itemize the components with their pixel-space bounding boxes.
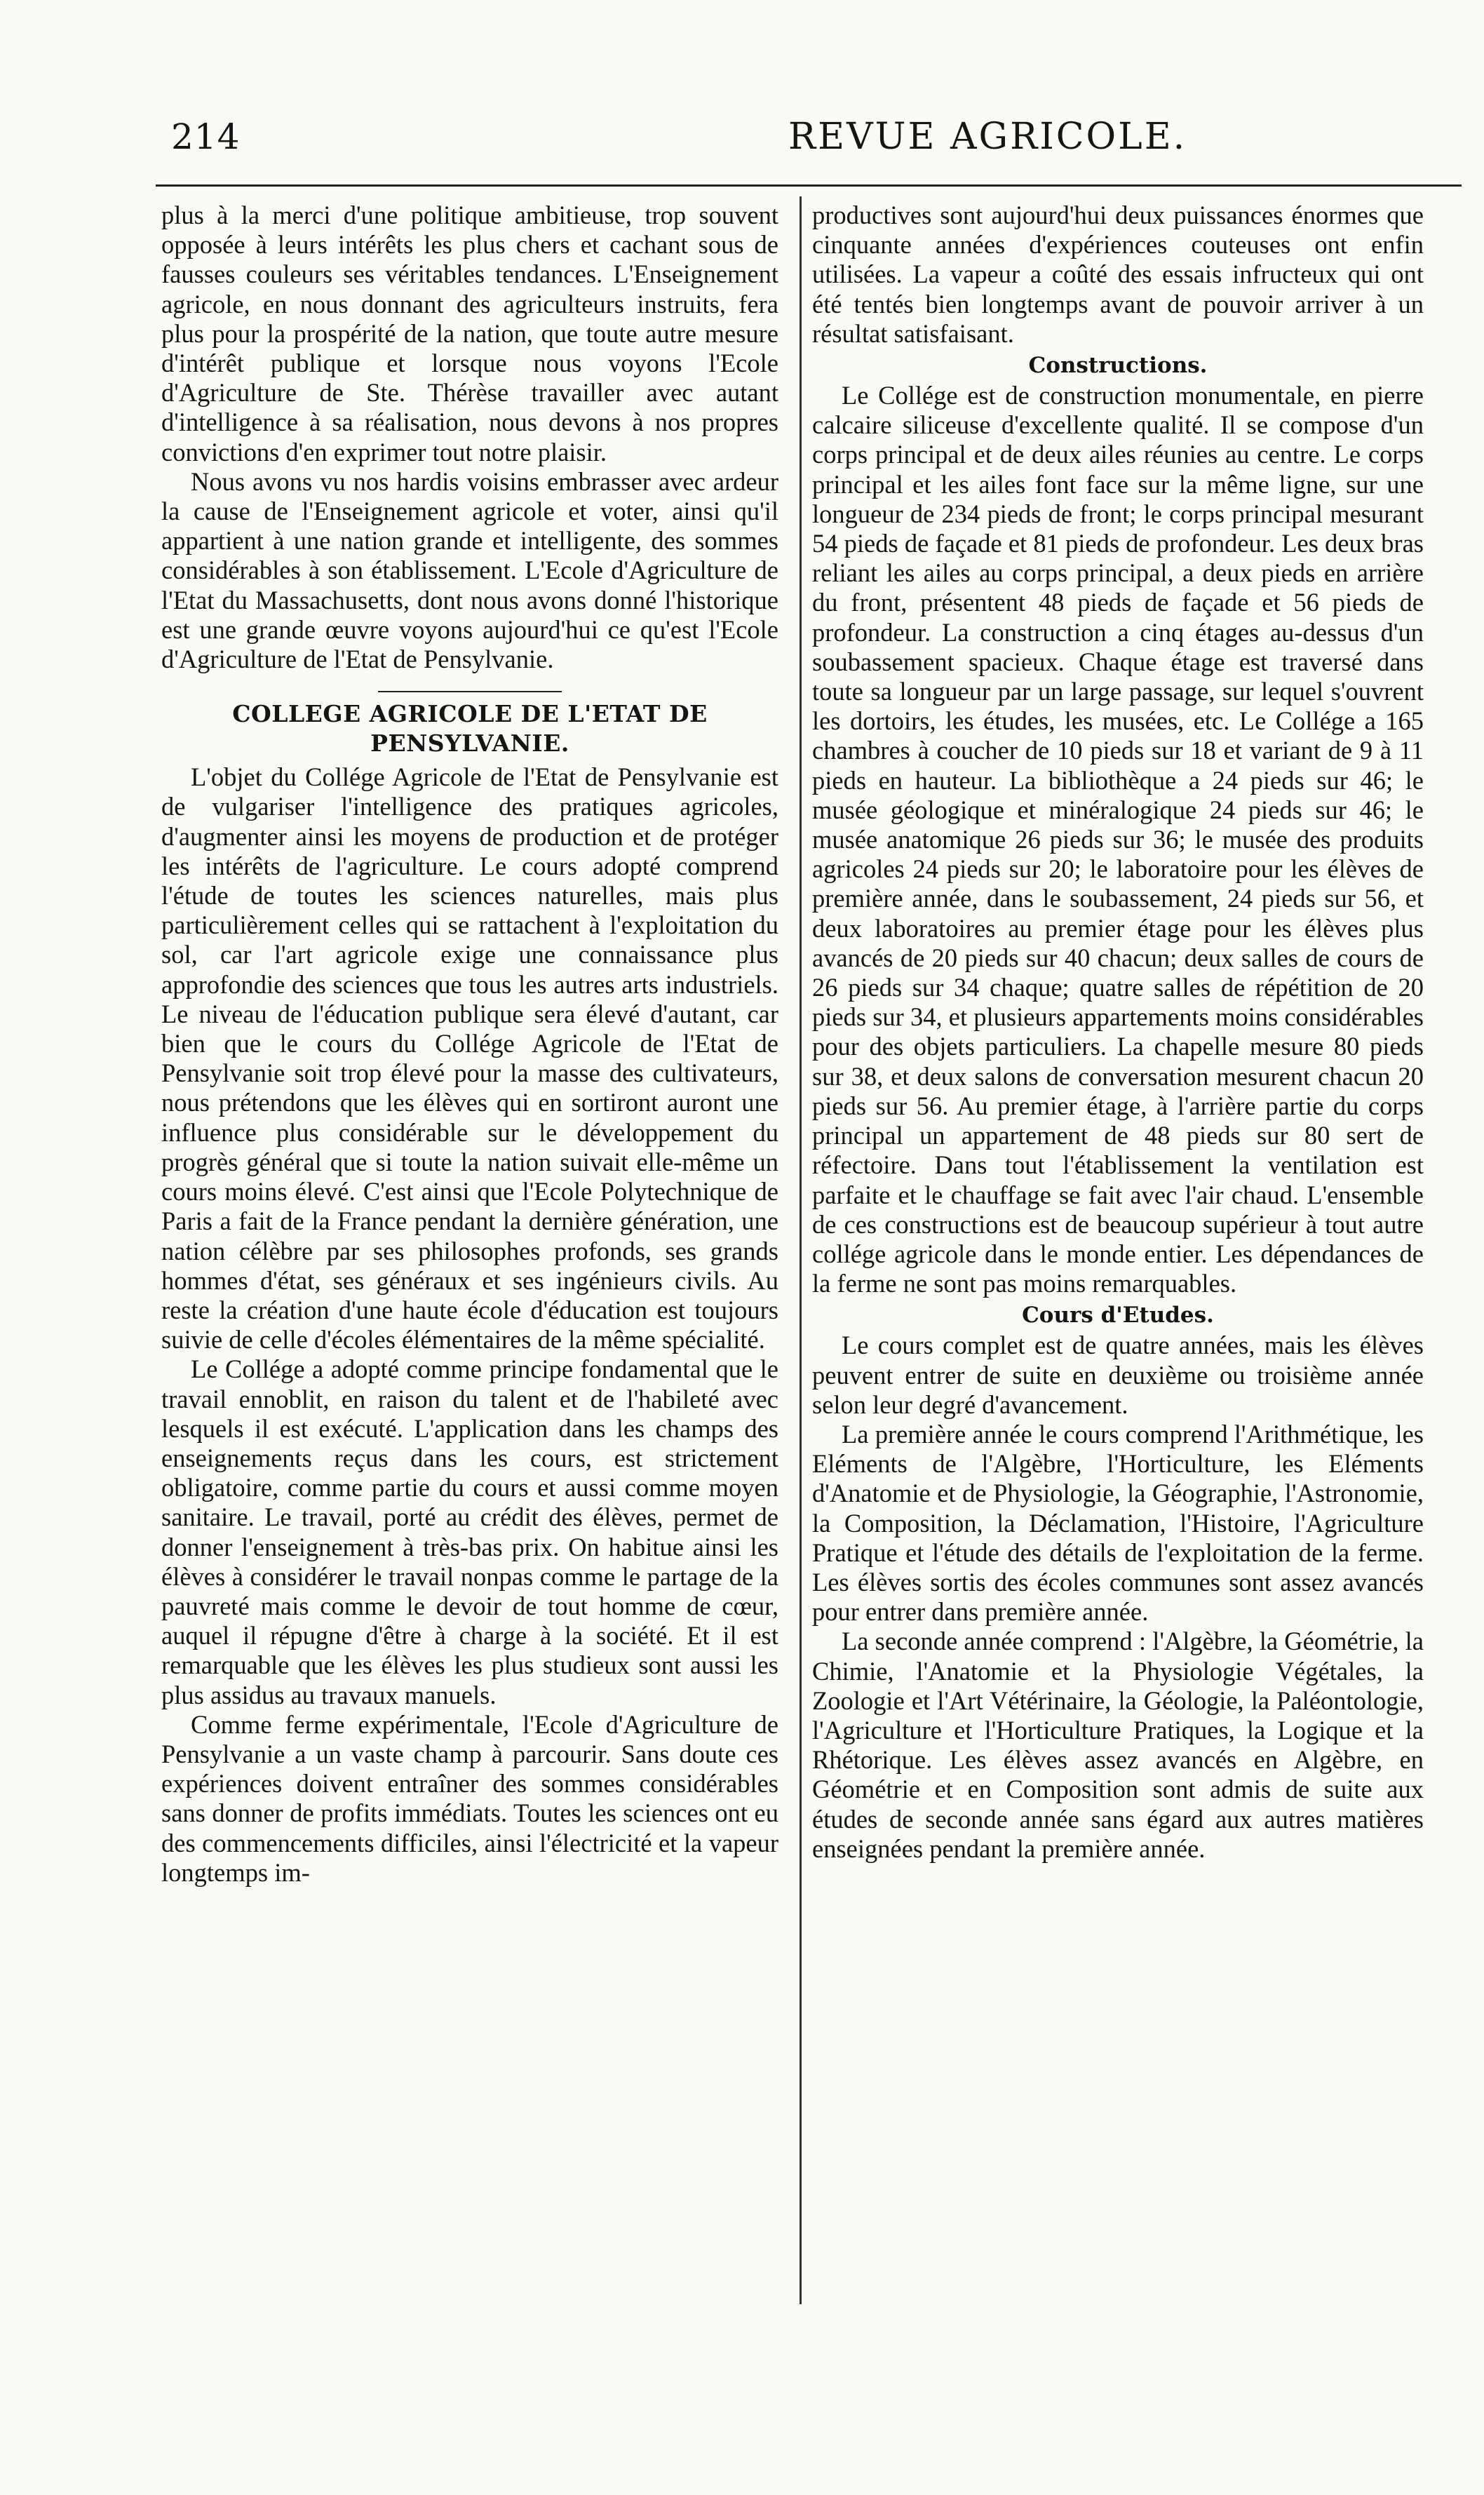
header-rule bbox=[156, 184, 1462, 187]
paragraph: L'objet du Collége Agricole de l'Etat de Pensylvanie est de vulgariser l'intelligence des pratiques agricoles, d'augmenter ainsi les moyens de production et de protéger les intérêts de l'agriculture. Le cours adopté comprend l'étude de toutes les sciences naturelles, mais plus particulièrement celles qui se rattachent à l'exploitation du sol, car l'art agricole exige une connaissance plus approfondie des sciences que tous les autres arts industriels. Le niveau de l'éducation publique sera élevé d'autant, car bien que le cours du Collége Agricole de l'Etat de Pensylvanie soit trop élevé pour la masse des cultivateurs, nous prétendons que les élèves qui en sortiront auront une influence plus considérable sur le développement du progrès général que si toute la nation suivait elle-même un cours moins élevé. C'est ainsi que l'Ecole Polytechnique de Paris a fait de la France pendant la dernière génération, une nation célèbre par ses philosophes profonds, ses grands hommes d'état, ses généraux et ses ingénieurs civils. Au reste la création d'une haute école d'éducation est toujours suivie de celle d'écoles élémentaires de la même spécialité. bbox=[161, 762, 778, 1354]
subheading-constructions: Constructions. bbox=[1028, 353, 1208, 379]
paragraph: Le cours complet est de quatre années, mais les élèves peuvent entrer de suite en deuxième ou troisième année selon leur degré d'avancement. bbox=[812, 1331, 1424, 1419]
section-title: COLLEGE AGRICOLE DE L'ETAT DE PENSYLVANIE. bbox=[232, 700, 708, 758]
page-number: 214 bbox=[171, 116, 241, 157]
column-divider bbox=[800, 196, 802, 2304]
left-column bbox=[161, 201, 778, 1888]
paragraph: Nous avons vu nos hardis voisins embrasser avec ardeur la cause de l'Enseignement agricole et voter, ainsi qu'il appartient à une nation grande et intelligente, des sommes considérables à son établissement. L'Ecole d'Agriculture de l'Etat du Massachusetts, dont nous avons donné l'historique est une grande œuvre voyons aujourd'hui ce qu'est l'Ecole d'Agriculture de l'Etat de Pensylvanie. bbox=[161, 466, 778, 674]
right-column bbox=[812, 201, 1424, 1864]
section-rule bbox=[378, 691, 562, 692]
paragraph: La première année le cours comprend l'Arithmétique, les Eléments de l'Algèbre, l'Horticulture, les Eléments d'Anatomie et de Physiologie, la Géographie, l'Astronomie, la Composition, la Déclamation, l'Histoire, l'Agriculture Pratique et l'étude des détails de l'exploitation de la ferme. Les élèves sortis des écoles communes sont assez avancés pour entrer dans première année. bbox=[812, 1419, 1424, 1627]
paragraph: Le Collége est de construction monumentale, en pierre calcaire siliceuse d'excellente qualité. Il se compose d'un corps principal et de deux ailes réunies au centre. Le corps principal et les ailes font face sur la même ligne, sur une longueur de 234 pieds de front; le corps principal mesurant 54 pieds de façade et 81 pieds de profondeur. Les deux bras reliant les ailes au corps principal, a deux pieds en arrière du front, présentent 48 pieds de façade et 56 pieds de profondeur. La construction a cinq étages au-dessus d'un soubassement spacieux. Chaque étage est traversé dans toute sa longueur par un large passage, sur lequel s'ouvrent les dortoirs, les études, les musées, etc. Le Collége a 165 chambres à coucher de 10 pieds sur 18 et variant de 9 à 11 pieds en hauteur. La bibliothèque a 24 pieds sur 46; le musée géologique et minéralogique 24 pieds sur 46; le musée anatomique 26 pieds sur 36; le musée des produits agricoles 24 pieds sur 20; le laboratoire pour les élèves de première année, dans le soubassement, 24 pieds sur 56, et deux laboratoires au premier étage pour les élèves plus avancés de 20 pieds sur 40 chacun; deux salles de cours de 26 pieds sur 34 chaque; quatre salles de répétition de 20 pieds sur 34, et plusieurs appartements moins considérables pour des objets particuliers. La chapelle mesure 80 pieds sur 38, et deux salons de conversation mesurent chacun 20 pieds sur 56. Au premier étage, à l'arrière partie du corps principal un appartement de 48 pieds sur 80 sert de réfectoire. Dans tout l'établissement la ventilation est parfaite et le chauffage se fait avec l'air chaud. L'ensemble de ces constructions est de beaucoup supérieur à tout autre collége agricole dans le monde entier. Les dépendances de la ferme ne sont pas moins remarquables. bbox=[812, 381, 1424, 1298]
paragraph: La seconde année comprend : l'Algèbre, la Géométrie, la Chimie, l'Anatomie et la Physiologie Végétales, la Zoologie et l'Art Vétérinaire, la Géologie, la Paléontologie, l'Agriculture et l'Horticulture Pratiques, la Logique et la Rhétorique. Les élèves assez avancés en Algèbre, en Géométrie et en Composition sont admis de suite aux études de seconde année sans égard aux autres matières enseignées pendant la première année. bbox=[812, 1627, 1424, 1863]
subheading-cours-etudes: Cours d'Etudes. bbox=[1022, 1303, 1214, 1329]
page-header bbox=[171, 112, 1484, 161]
paragraph: productives sont aujourd'hui deux puissances énormes que cinquante années d'expériences couteuses ont enfin utilisées. La vapeur a coûté des essais infructeux qui ont été tentés bien longtemps avant de pouvoir arriver à un résultat satisfaisant. bbox=[812, 201, 1424, 348]
paragraph: Comme ferme expérimentale, l'Ecole d'Agriculture de Pensylvanie a un vaste champ à parcourir. Sans doute ces expériences doivent entraîner des sommes considérables sans donner de profits immédiats. Toutes les sciences ont eu des commencements difficiles, ainsi l'électricité et la vapeur longtemps im- bbox=[161, 1709, 778, 1887]
running-title: REVUE AGRICOLE. bbox=[788, 116, 1187, 158]
paragraph: Le Collége a adopté comme principe fondamental que le travail ennoblit, en raison du talent et de l'habileté avec lesquels il est exécuté. L'application dans les champs des enseignements reçus dans les cours, est strictement obligatoire, comme partie du cours et aussi comme moyen sanitaire. Le travail, porté au crédit des élèves, permet de donner l'enseignement à très-bas prix. On habitue ainsi les élèves à considérer le travail nonpas comme le partage de la pauvreté mais comme le devoir de tout homme de cœur, auquel il répugne d'être à charge à la société. Et il est remarquable que les élèves les plus studieux sont aussi les plus assidus au travaux manuels. bbox=[161, 1354, 778, 1709]
paragraph: plus à la merci d'une politique ambitieuse, trop souvent opposée à leurs intérêts les plus chers et cachant sous de fausses couleurs ses véritables tendances. L'Enseignement agricole, en nous donnant des agriculteurs instruits, fera plus pour la prospérité de la nation, que toute autre mesure d'intérêt publique et lorsque nous voyons l'Ecole d'Agriculture de Ste. Thérèse travailler avec autant d'intelligence à sa réalisation, nous devons à nos propres convictions d'en exprimer tout notre plaisir. bbox=[161, 201, 778, 466]
